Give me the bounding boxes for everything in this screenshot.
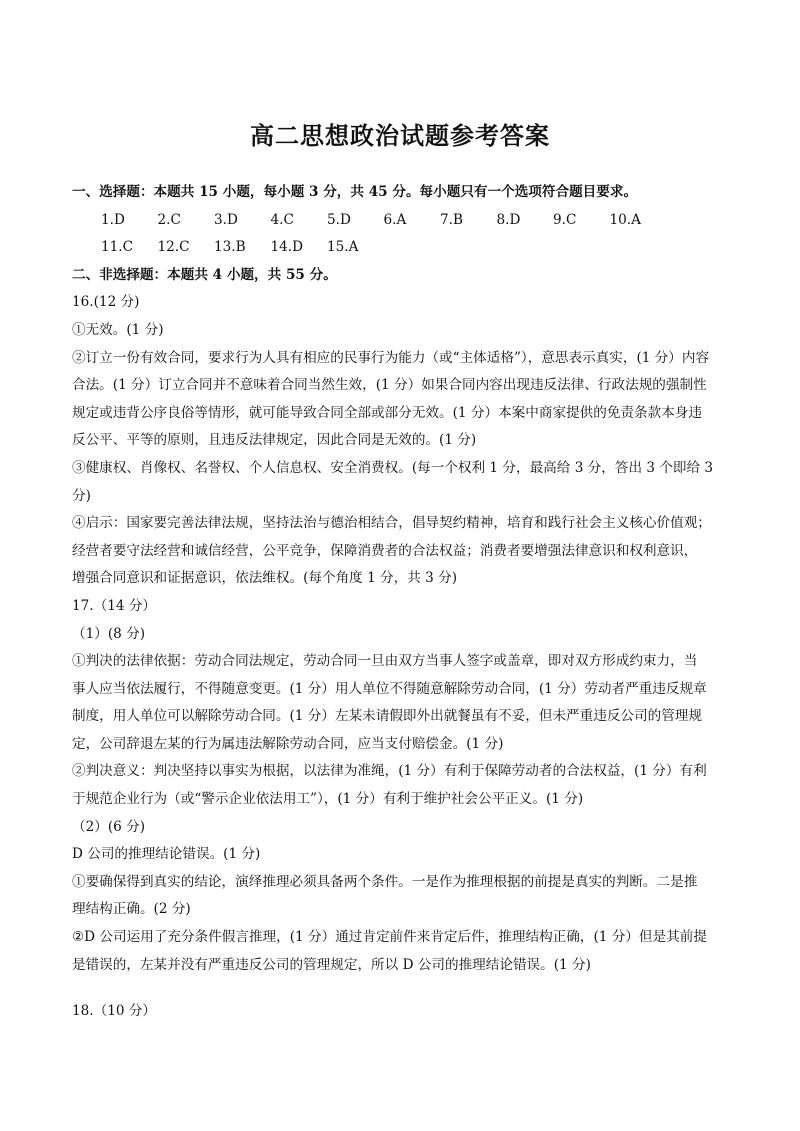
answer-item: 11.C [101,239,134,256]
text-line: 增强合同意识和证据意识，依法维权。(每个角度 1 分，共 3 分) [72,570,458,587]
text-line: （2）(6 分) [72,818,146,835]
answer-item: 4.C [270,211,294,228]
text-line: ④启示：国家要完善法律法规，坚持法治与德治相结合，倡导契约精神，培育和践行社会主义核心价值观； [72,515,711,532]
answer-item: 14.D [270,239,304,256]
answer-item: 8.D [496,211,521,228]
answer-item: 3.D [214,211,238,228]
text-line: 经营者要守法经营和诚信经营，公平竞争，保障消费者的合法权益；消费者要增强法律意识和权利意识， [72,542,698,559]
text-line: 反公平、平等的原则，且违反法律规定，因此合同是无效的。(1 分) [72,432,477,449]
text-line: 16.(12 分) [72,294,140,311]
page-title: 高二思想政治试题参考答案 [250,121,550,150]
text-line: 合法。(1 分）订立合同并不意味着合同当然生效，(1 分）如果合同内容出现违反法律、行政法规的强制性 [72,377,707,394]
text-line: 理结构正确。(2 分) [72,901,191,918]
question-18-heading: 18.（10 分） [72,1003,157,1020]
answers-row-2 [72,234,732,262]
answer-item: 9.C [553,211,577,228]
text-line: 定，公司辞退左某的行为属违法解除劳动合同，应当支付赔偿金。(1 分) [72,735,504,752]
answer-document-body [72,179,732,1026]
text-line: ①无效。(1 分) [72,321,164,338]
text-line: 事人应当依法履行，不得随意变更。(1 分）用人单位不得随意解除劳动合同，(1 分）劳动者严重违反规章 [72,680,707,697]
answer-item: 1.D [101,211,125,228]
section-heading-choice: 一、选择题：本题共 15 小题，每小题 3 分，共 45 分。每小题只有一个选项符合题目要求。 [72,184,638,200]
text-line: 规定或违背公序良俗等情形，就可能导致合同全部或部分无效。(1 分）本案中商家提供的免责条款本身违 [72,404,702,421]
answer-item: 10.A [609,211,641,228]
text-line: 制度，用人单位可以解除劳动合同。(1 分）左某未请假即外出就餐虽有不妥，但未严重违反公司的管理规 [72,708,702,725]
answer-item: 15.A [327,239,359,256]
text-line: 17.（14 分） [72,597,157,614]
answer-item: 13.B [214,239,246,256]
answer-item: 2.C [157,211,181,228]
answer-item: 5.D [327,211,351,228]
text-line: D 公司的推理结论错误。(1 分) [72,846,261,863]
text-line: ③健康权、肖像权、名誉权、个人信息权、安全消费权。(每一个权利 1 分，最高给 3 分，答出 3 个即给 3 [72,459,714,476]
text-line: ②订立一份有效合同，要求行为人具有相应的民事行为能力（或“主体适格”），意思表示真实，(1 分）内容 [72,349,710,366]
answer-item: 12.C [157,239,190,256]
answers-row-1 [72,207,732,235]
text-line: ②判决意义：判决坚持以事实为根据，以法律为准绳，(1 分）有利于保障劳动者的合法权益，(1 分）有利 [72,763,707,780]
text-line: 分) [72,487,91,504]
answer-item: 7.B [440,211,463,228]
text-line: ①要确保得到真实的结论，演绎推理必须具备两个条件。一是作为推理根据的前提是真实的判断。二是推 [72,873,698,890]
answer-item: 6.A [383,211,407,228]
text-line: ②D 公司运用了充分条件假言推理，(1 分）通过肯定前件来肯定后件，推理结构正确，(1 分）但是其前提 [72,929,707,946]
text-line: ①判决的法律依据：劳动合同法规定，劳动合同一旦由双方当事人签字或盖章，即对双方形成约束力，当 [72,653,698,670]
section-heading-nonchoice: 二、非选择题：本题共 4 小题，共 55 分。 [72,266,337,283]
text-line: 是错误的，左某并没有严重违反公司的管理规定，所以 D 公司的推理结论错误。(1 分) [72,956,591,973]
text-line: 于规范企业行为（或“警示企业依法用工”），(1 分）有利于维护社会公平正义。(1 分) [72,791,584,808]
text-line: （1）(8 分) [72,625,146,642]
